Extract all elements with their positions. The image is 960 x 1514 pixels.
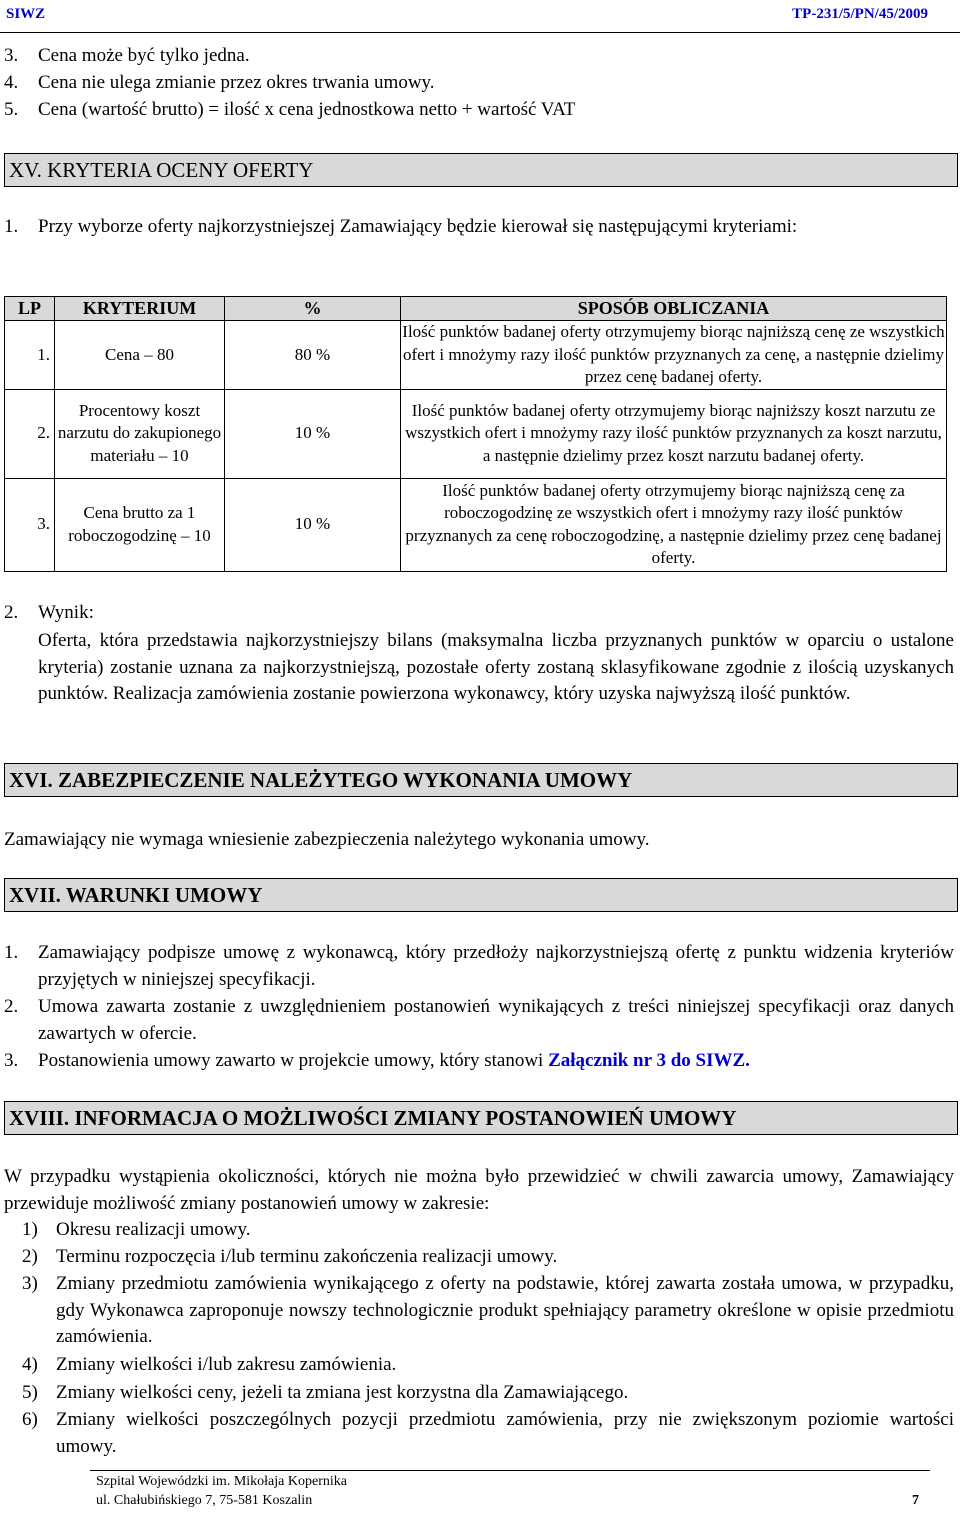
list-item <box>4 600 954 627</box>
section-title: XVIII. INFORMACJA O MOŻLIWOŚCI ZMIANY POSTANOWIEŃ UMOWY <box>9 1106 737 1130</box>
doc-reference: TP-231/5/PN/45/2009 <box>792 6 928 22</box>
column-header: SPOSÓB OBLICZANIA <box>401 297 947 321</box>
result-paragraph: Oferta, która przedstawia najkorzystniejszy bilans (maksymalna liczba przyznanych punktów w oparciu o ustalone kryteria) zostanie uznana za najkorzystniejszą, pozostałe oferty zostaną sklasyfikowane zgodnie z ilością uzyskanych punktów. Realizacja zamówienia zostanie powierzona wykonawcy, który uzyska najwyższą ilość punktów. <box>38 630 954 704</box>
table-cell-lp: 1. <box>5 321 55 390</box>
section-heading-xvii <box>4 878 958 912</box>
list-number: 3) <box>22 1273 38 1294</box>
list-text: Terminu rozpoczęcia i/lub terminu zakończenia realizacji umowy. <box>56 1246 558 1267</box>
table-cell-criterion: Cena brutto za 1 roboczogodzinę – 10 <box>55 478 225 571</box>
table-cell-lp: 3. <box>5 478 55 571</box>
list-number: 1) <box>22 1219 38 1240</box>
list-number: 2) <box>22 1246 38 1267</box>
list-text: Zmiany wielkości poszczególnych pozycji przedmiotu zamówienia, przy nie zwiększonym poziomie wartości umowy. <box>56 1409 954 1457</box>
list-number: 1. <box>4 942 19 963</box>
table-cell-criterion: Cena – 80 <box>55 321 225 390</box>
section-title: XV. KRYTERIA OCENY OFERTY <box>9 158 314 182</box>
list-item <box>22 1244 954 1271</box>
column-header: KRYTERIUM <box>55 297 225 321</box>
list-number: 4) <box>22 1354 38 1375</box>
list-item <box>4 940 954 993</box>
table-row <box>5 321 947 390</box>
table-row <box>5 478 947 571</box>
footer-address: ul. Chałubińskiego 7, 75-581 Koszalin <box>96 1493 313 1508</box>
list-item <box>22 1380 954 1407</box>
list-item <box>4 70 954 97</box>
column-header: LP <box>5 297 55 321</box>
table-cell-lp: 2. <box>5 389 55 478</box>
column-header: % <box>225 297 401 321</box>
section-title: XVII. WARUNKI UMOWY <box>9 883 263 907</box>
list-item <box>22 1407 954 1460</box>
criteria-table <box>4 296 947 572</box>
security-paragraph: Zamawiający nie wymaga wniesienie zabezpieczenia należytego wykonania umowy. <box>4 829 650 850</box>
table-cell-criterion: Procentowy koszt narzutu do zakupionego materiału – 10 <box>55 389 225 478</box>
page-header <box>0 0 960 33</box>
list-text: Cena może być tylko jedna. <box>38 45 250 66</box>
list-text: Okresu realizacji umowy. <box>56 1219 251 1240</box>
list-item <box>4 97 954 124</box>
list-text: Zmiany przedmiotu zamówienia wynikającego z oferty na podstawie, której zawarta została umowa, w przypadku, gdy Wykonawca zaproponuje nowszy technologicznie produkt spełniający parametry określone w opisie przedmiotu zamówienia. <box>56 1273 954 1347</box>
list-item <box>4 43 954 70</box>
table-cell-percent: 10 % <box>225 478 401 571</box>
table-cell-method: Ilość punktów badanej oferty otrzymujemy biorąc najniższy koszt narzutu ze wszystkich ofert i mnożymy razy ilość punktów przyznanych za koszt narzutu, a następnie dzielimy przez koszt narzutu badanej oferty. <box>401 389 947 478</box>
list-number: 4. <box>4 72 19 93</box>
list-text: Umowa zawarta zostanie z uwzględnieniem postanowień wynikających z treści niniejszej specyfikacji oraz danych zawartych w ofercie. <box>38 996 954 1044</box>
list-text: Zmiany wielkości i/lub zakresu zamówienia. <box>56 1354 397 1375</box>
table-cell-percent: 80 % <box>225 321 401 390</box>
section-heading-xviii <box>4 1101 958 1135</box>
section-title: XVI. ZABEZPIECZENIE NALEŻYTEGO WYKONANIA UMOWY <box>9 768 633 792</box>
list-item <box>4 1048 954 1075</box>
footer-institution: Szpital Wojewódzki im. Mikołaja Kopernika <box>96 1474 347 1489</box>
list-number: 3. <box>4 1050 19 1071</box>
page-number: 7 <box>912 1493 919 1508</box>
section-heading-xvi <box>4 763 958 797</box>
amendment-intro: W przypadku wystąpienia okoliczności, których nie można było przewidzieć w chwili zawarcia umowy, Zamawiający przewiduje możliwość zmiany postanowień umowy w zakresie: <box>4 1166 954 1214</box>
list-text: Zamawiający podpisze umowę z wykonawcą, który przedłoży najkorzystniejszą ofertę z punktu widzenia kryteriów przyjętych w niniejszej specyfikacji. <box>38 942 954 990</box>
list-number: 2. <box>4 996 19 1017</box>
table-row <box>5 389 947 478</box>
list-number: 2. <box>4 602 19 623</box>
list-text: Cena nie ulega zmianie przez okres trwania umowy. <box>38 72 435 93</box>
table-header-row <box>5 297 947 321</box>
list-item <box>4 994 954 1047</box>
table-cell-method: Ilość punktów badanej oferty otrzymujemy biorąc najniższą cenę ze wszystkich ofert i mnożymy razy ilość punktów przyznanych za cenę, a następnie dzielimy przez cenę badanej oferty. <box>401 321 947 390</box>
doc-name: SIWZ <box>6 6 46 22</box>
list-text: Cena (wartość brutto) = ilość x cena jednostkowa netto + wartość VAT <box>38 99 576 120</box>
section-heading-xv <box>4 153 958 187</box>
list-text: Zmiany wielkości ceny, jeżeli ta zmiana jest korzystna dla Zamawiającego. <box>56 1382 629 1403</box>
list-text <box>38 1048 954 1075</box>
list-number: 3. <box>4 45 19 66</box>
footer-divider <box>90 1470 930 1471</box>
list-number: 5) <box>22 1382 38 1403</box>
list-number: 1. <box>4 216 19 237</box>
attachment-link[interactable]: Załącznik nr 3 do SIWZ. <box>548 1050 750 1071</box>
list-number: 6) <box>22 1409 38 1430</box>
list-item <box>4 214 954 241</box>
table-cell-method: Ilość punktów badanej oferty otrzymujemy biorąc najniższą cenę za roboczogodzinę ze wszystkich ofert i mnożymy razy ilość punktów przyznanych za cenę roboczogodzinę, a następnie dzielimy przez cenę badanej oferty. <box>401 478 947 571</box>
result-label: Wynik: <box>38 602 94 623</box>
list-number: 5. <box>4 99 19 120</box>
list-text: Przy wyborze oferty najkorzystniejszej Zamawiający będzie kierował się następującymi kryteriami: <box>38 216 798 237</box>
list-text-body: Postanowienia umowy zawarto w projekcie umowy, który stanowi <box>38 1050 549 1071</box>
list-item <box>22 1217 954 1244</box>
list-item <box>22 1352 954 1379</box>
list-item <box>22 1271 954 1351</box>
table-cell-percent: 10 % <box>225 389 401 478</box>
